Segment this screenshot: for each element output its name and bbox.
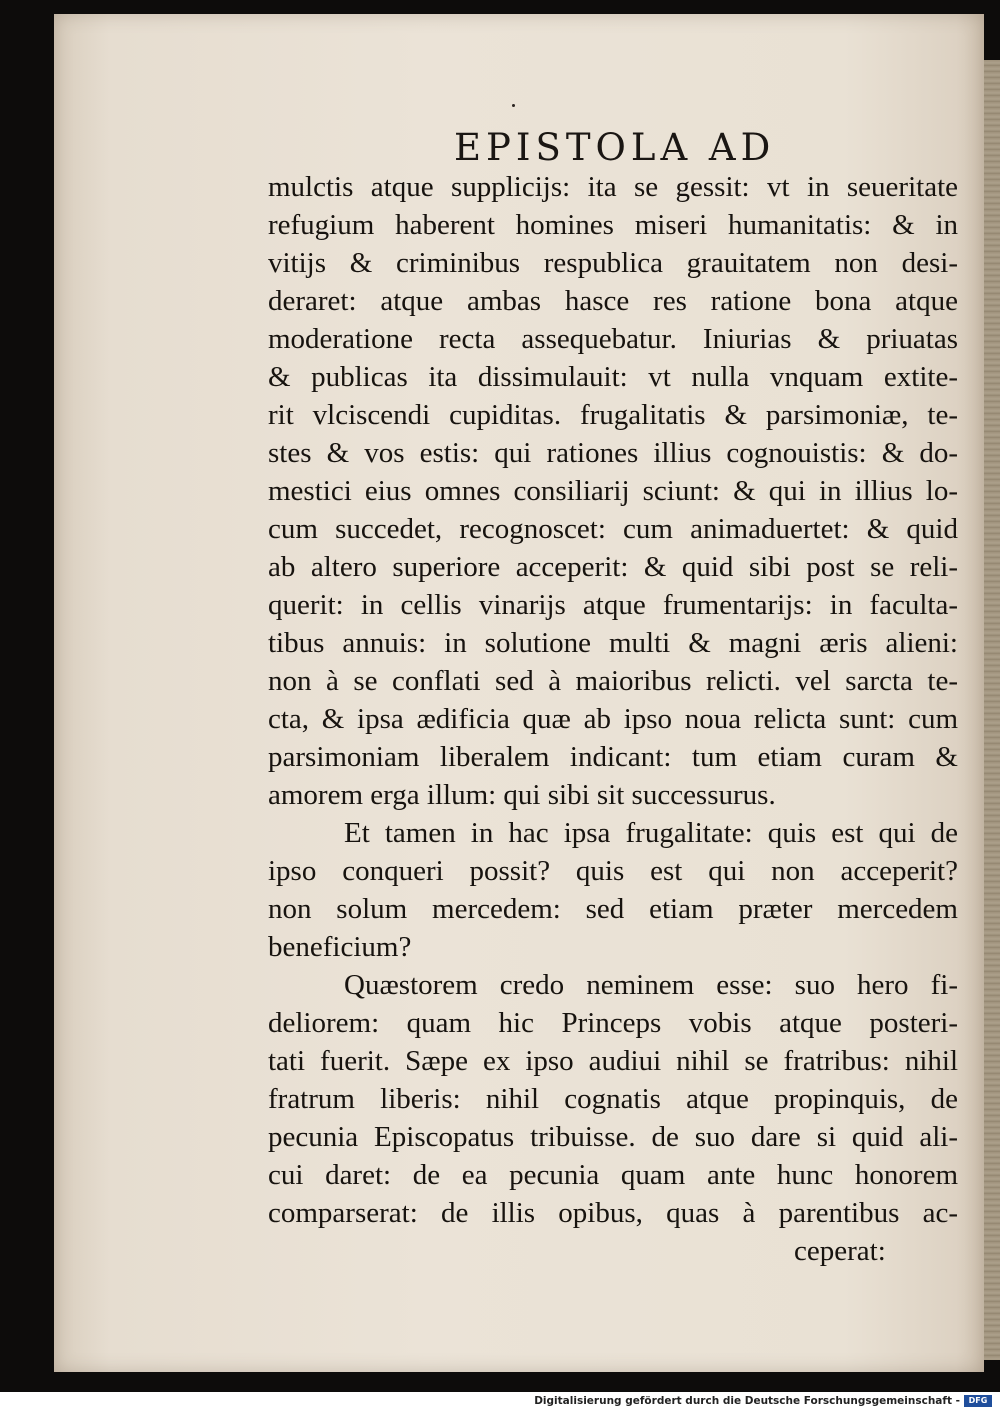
- text-line: vitijs & criminibus respublica grauitatem non desi-: [268, 247, 958, 279]
- text-line: amorem erga illum: qui sibi sit successurus.: [268, 779, 776, 811]
- text-line: parsimoniam liberalem indicant: tum etiam curam &: [268, 741, 958, 773]
- text-line: cta, & ipsa ædificia quæ ab ipso noua relicta sunt: cum: [268, 703, 958, 735]
- text-line: beneficium?: [268, 931, 412, 963]
- text-line: cui daret: de ea pecunia quam ante hunc honorem: [268, 1159, 958, 1191]
- text-line: comparserat: de illis opibus, quas à parentibus ac-: [268, 1197, 958, 1229]
- text-line: deliorem: quam hic Princeps vobis atque posteri-: [268, 1007, 958, 1039]
- catchword: ceperat:: [794, 1235, 886, 1267]
- running-head: EPISTOLA AD: [454, 126, 776, 169]
- funding-credit: Digitalisierung gefördert durch die Deutsche Forschungsgemeinschaft -: [534, 1395, 960, 1407]
- paragraph-first-line: Quæstorem credo neminem esse: suo hero fi-: [344, 969, 958, 1001]
- text-line: refugium haberent homines miseri humanitatis: & in: [268, 209, 958, 241]
- page-edge-stack: [984, 60, 1000, 1360]
- text-line: cum succedet, recognoscet: cum animaduertet: & quid: [268, 513, 958, 545]
- text-line: tibus annuis: in solutione multi & magni æris alieni:: [268, 627, 958, 659]
- text-line: rit vlciscendi cupiditas. frugalitatis & parsimoniæ, te-: [268, 399, 958, 431]
- text-line: ab altero superiore acceperit: & quid sibi post se reli-: [268, 551, 958, 583]
- text-line: & publicas ita dissimulauit: vt nulla vnquam extite-: [268, 361, 958, 393]
- text-line: stes & vos estis: qui rationes illius cognouistis: & do-: [268, 437, 958, 469]
- text-line: tati fuerit. Sæpe ex ipso audiui nihil se fratribus: nihil: [268, 1045, 958, 1077]
- text-line: ipso conqueri possit? quis est qui non acceperit?: [268, 855, 958, 887]
- text-line: querit: in cellis vinarijs atque frumentarijs: in faculta-: [268, 589, 958, 621]
- text-line: non solum mercedem: sed etiam præter mercedem: [268, 893, 958, 925]
- text-line: non à se conflati sed à maioribus relicti. vel sarcta te-: [268, 665, 958, 697]
- text-line: pecunia Episcopatus tribuisse. de suo dare si quid ali-: [268, 1121, 958, 1153]
- ink-dot: [512, 104, 515, 107]
- paragraph-first-line: Et tamen in hac ipsa frugalitate: quis est qui de: [344, 817, 958, 849]
- text-line: deraret: atque ambas hasce res ratione bona atque: [268, 285, 958, 317]
- text-line: fratrum liberis: nihil cognatis atque propinquis, de: [268, 1083, 958, 1115]
- text-line: moderatione recta assequebatur. Iniurias & priuatas: [268, 323, 958, 355]
- dfg-logo: DFG: [964, 1395, 992, 1407]
- text-line: mestici eius omnes consiliarij sciunt: & qui in illius lo-: [268, 475, 958, 507]
- text-line: mulctis atque supplicijs: ita se gessit: vt in seueritate: [268, 171, 958, 203]
